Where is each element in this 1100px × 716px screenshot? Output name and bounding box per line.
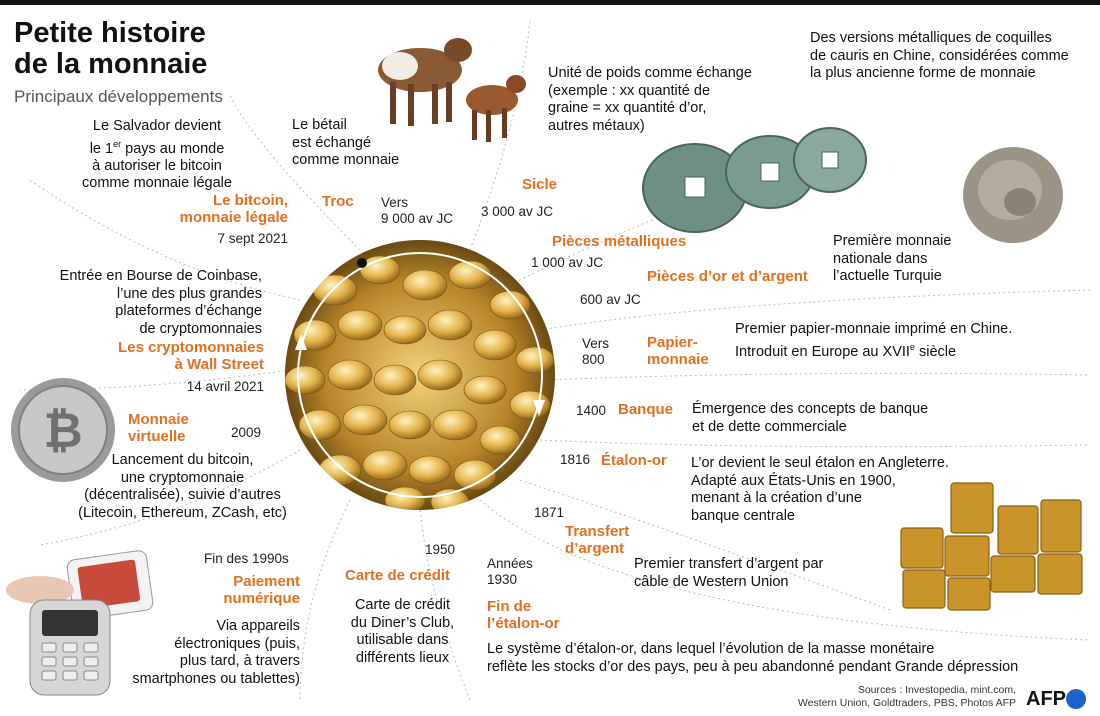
sicle-desc: Unité de poids comme échange (exemple : xx quantité de graine = xx quantité d’or, autres métaux)	[548, 65, 752, 134]
bitcoin-legal-desc: Le Salvador devient le 1er pays au monde à autoriser le bitcoin comme monnaie légale	[82, 118, 232, 192]
papier-date: Vers 800	[582, 336, 610, 367]
bitcoin-legal-date: 7 sept 2021	[217, 231, 288, 246]
banque-label: Banque	[618, 401, 674, 418]
etalon-desc: L’or devient le seul étalon en Angleterre. Adapté aux États-Unis en 1900, menant à la création d’une banque centrale	[691, 455, 949, 524]
afp-logo: AFP	[1026, 688, 1066, 710]
virtuelle-label: Monnaie virtuelle	[128, 411, 189, 445]
transfert-date: 1871	[534, 505, 565, 520]
afp-logo-dot-icon	[1066, 689, 1086, 709]
etalon-date: 1816	[560, 452, 591, 467]
chinese-coins-photo	[640, 120, 870, 235]
page-subtitle: Principaux développements	[14, 87, 223, 106]
papier-label: Papier- monnaie	[647, 334, 709, 368]
coinbase-label: Les cryptomonnaies à Wall Street	[118, 339, 264, 373]
pieces-metalliques-date: 1 000 av JC	[531, 255, 604, 270]
fin-etalon-desc: Le système d’étalon-or, dans lequel l’évolution de la masse monétaire reflète les stocks d’or des pays, peu à peu abandonné pendant Grande dépression	[487, 641, 1019, 675]
troc-desc: Le bétail est échangé comme monnaie	[292, 117, 400, 168]
virtuelle-desc: Lancement du bitcoin, une cryptomonnaie (décentralisée), suivie d’autres (Litecoin, Ethereum, ZCash, etc)	[78, 452, 287, 521]
ancient-coin-photo	[958, 140, 1068, 250]
virtuelle-date: 2009	[231, 425, 262, 440]
pieces-or-label: Pièces d’or et d’argent	[647, 268, 808, 285]
coinbase-date: 14 avril 2021	[186, 379, 264, 394]
etalon-label: Étalon-or	[601, 452, 667, 469]
pieces-or-desc: Première monnaie nationale dans l’actuelle Turquie	[833, 233, 952, 284]
gold-coins-circle	[275, 230, 565, 520]
svg-text:₿: ₿	[43, 403, 83, 459]
numerique-desc: Via appareils électroniques (puis, plus tard, à travers smartphones ou tablettes)	[132, 618, 300, 687]
numerique-label: Paiement numérique	[223, 573, 300, 607]
troc-label: Troc	[322, 193, 354, 210]
credit-label: Carte de crédit	[345, 567, 451, 584]
troc-date: Vers 9 000 av JC	[381, 195, 454, 226]
credit-desc: Carte de crédit du Diner’s Club, utilisable dans différents lieux	[350, 597, 455, 666]
sources-text: Sources : Investopedia, mint.com, Western Union, Goldtraders, PBS, Photos AFP	[797, 684, 1016, 709]
sicle-date: 3 000 av JC	[481, 204, 554, 219]
fin-etalon-date: Années 1930	[487, 556, 533, 587]
transfert-label: Transfert d’argent	[565, 523, 630, 557]
pieces-metalliques-label: Pièces métalliques	[552, 233, 687, 250]
bitcoin-legal-label: Le bitcoin, monnaie légale	[179, 192, 288, 226]
cauris-desc: Des versions métalliques de coquilles de cauris en Chine, considérées comme la plus ancienne forme de monnaie	[810, 30, 1069, 81]
banque-date: 1400	[576, 403, 607, 418]
papier-desc: Premier papier-monnaie imprimé en Chine. Introduit en Europe au XVIIe siècle	[735, 321, 1013, 360]
coinbase-desc: Entrée en Bourse de Coinbase, l’une des plus grandes plateformes d’échange de cryptomonnaies	[59, 268, 262, 337]
pieces-or-date: 600 av JC	[580, 292, 641, 307]
transfert-desc: Premier transfert d’argent par câble de Western Union	[634, 556, 824, 590]
credit-date: 1950	[425, 542, 456, 557]
banque-desc: Émergence des concepts de banque et de dette commerciale	[692, 401, 929, 435]
numerique-date: Fin des 1990s	[204, 551, 289, 566]
sicle-label: Sicle	[522, 176, 558, 193]
fin-etalon-label: Fin de l’étalon-or	[487, 598, 560, 632]
page-title: Petite histoire de la monnaie	[14, 17, 208, 80]
